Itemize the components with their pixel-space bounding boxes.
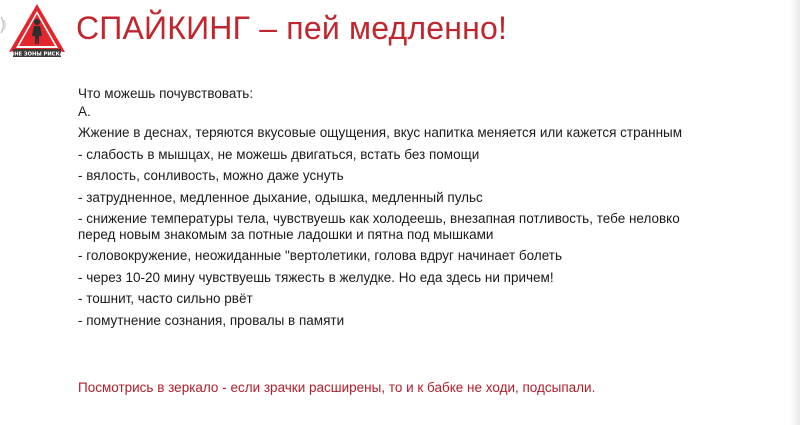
list-item: - слабость в мышцах, не можешь двигаться, встать без помощи — [78, 146, 480, 162]
list-item: - через 10-20 мину чувствуешь тяжесть в желудке. Но еда здесь ни причем! — [78, 269, 554, 285]
list-item: - помутнение сознания, провалы в памяти — [78, 312, 345, 328]
warning-triangle-icon — [7, 2, 67, 60]
logo — [7, 2, 67, 60]
symptom-list — [78, 86, 698, 334]
list-item: - снижение температуры тела, чувствуешь как холодеешь, внезапная потливость, тебе неловко перед новым знакомым за потные ладошки и пятна под мышками — [78, 211, 680, 242]
list-item: - головокружение, неожиданные "вертолетики, голова вдруг начинает болеть — [78, 248, 563, 263]
intro-text: Что можешь почувствовать: — [78, 86, 254, 101]
label-a: А. — [78, 103, 91, 119]
logo-caption: ВНЕ ЗОНЫ РИСКА — [10, 51, 64, 58]
edge-shade — [790, 0, 800, 425]
list-item: Жжение в деснах, теряются вкусовые ощущения, вкус напитка меняется или кажется странным — [78, 125, 683, 140]
page-title: СПАЙКИНГ – пей медленно! — [76, 10, 508, 46]
list-item: - затрудненное, медленное дыхание, одышка, медленный пульс — [78, 189, 483, 205]
warning-note: Посмотрись в зеркало - если зрачки расширены, то и к бабке не ходи, подсыпали. — [78, 380, 596, 395]
list-item: - вялость, сонливость, можно даже уснуть — [78, 168, 344, 183]
list-item: - тошнит, часто сильно рвёт — [78, 291, 253, 306]
